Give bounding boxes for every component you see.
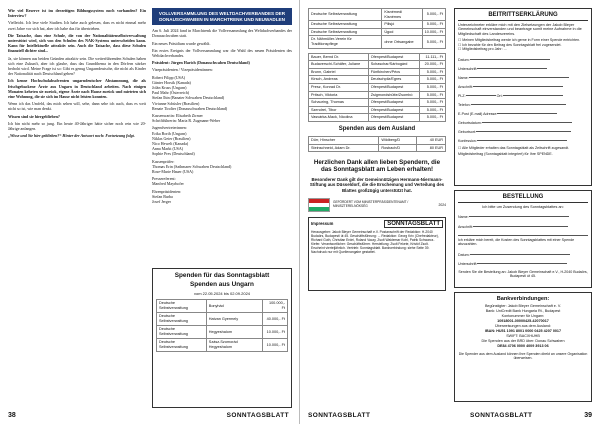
- table-row: Kirsch, Andreas Deutschpilz/Egres 5.000,- Ft: [309, 76, 446, 84]
- vb-president: Präsident: Jürgen Harich (Donauschwaben Deutschland): [152, 60, 250, 66]
- impressum-label: Impressum: [311, 221, 334, 227]
- footer-name: SONNTAGSBLATT: [226, 412, 289, 419]
- bank-footer: Die Spender aus dem Ausland können Ihre Spenden direkt an unsere Organisation überweisen.: [458, 352, 588, 361]
- flag-icon: [308, 198, 330, 212]
- thanks-subtext: Besonderer Dank gilt der Gemeinnützigen Hermann-Niermann-Stiftung aus Düsseldorf, die die Erscheinung und Verteilung des Blattes großzügig unterstützt hat.: [309, 177, 445, 193]
- form-field[interactable]: PLZ: Ort:: [458, 90, 588, 99]
- interview-column: [8, 8, 146, 403]
- list-item: Paul Mahr (Österreich): [152, 90, 190, 96]
- beitritt-option[interactable]: ☐ Ich bezahle für den Beitrag des Sonntagsblatt frei zugesendet.: [458, 42, 562, 47]
- funding-year: 2024: [438, 202, 446, 207]
- form-field[interactable]: Geburtsdatum:: [458, 117, 588, 126]
- form-field[interactable]: E-Post (E-mail) Adresse:: [458, 108, 588, 117]
- table-row: Dr. Nähmüller-Verein für Traditionspflege ohne Ortsangabe 5.000,- Ft: [309, 36, 446, 48]
- interview-end: „Wisse und Sie hier geblieben?“ Hinter der Antwort noch: Fortsetzung folgt.: [8, 133, 135, 139]
- table-row: Deutsche Selbstverwaltung Szász-Szomorád Hegyeshalom 10.000,- Ft: [157, 339, 288, 352]
- bank-box: [454, 292, 592, 402]
- vb-secretary: Schriftführerin: Maria R. Zugmann-Weber: [152, 118, 221, 124]
- bank-line: 10918001-00000425-42070017: [497, 319, 549, 323]
- beitritt-option[interactable]: ☐ Mitgliedsbeitrag pro Jahr: ...: [458, 47, 507, 52]
- table-row: Pritsch, Viktoria Zsigmondshütte/Zsombó 5.000,- Ft: [309, 91, 446, 99]
- bank-line: Kontonummer für Ungarn:: [501, 314, 545, 318]
- list-item: Renate Tirolter (Donauschwaben Deutschland): [152, 105, 228, 111]
- table-row: Schauring, Thomas Ofenpest/Budapest 5.000,- Ft: [309, 99, 446, 107]
- form-field[interactable]: Geburtsort:: [458, 126, 588, 135]
- impressum-box: [308, 217, 446, 291]
- bank-title: Bankverbindungen:: [496, 296, 550, 302]
- bestellung-send: Senden Sie die Bestellung an: Jakob Bleyer Gemeinschaft e.V., H-2040 Budaörs, Budapesti út 45.: [458, 269, 588, 279]
- list-item: Nico Hewelt (Kanada): [152, 141, 189, 147]
- bank-line: SWIFT: BACXHUHB: [506, 334, 540, 338]
- table-row: Brunn, Gabriel Fünfkirchen/Pécs 5.000,- Ft: [309, 68, 446, 76]
- bank-line: IBAN: HU51 1091 8001 0000 0425 4207 0017: [484, 329, 562, 333]
- spenden-table: [156, 299, 288, 352]
- list-item: Robert Filipp (USA): [152, 74, 186, 80]
- list-item: Jolán Kruss (Ungarn): [152, 85, 187, 91]
- vb-paragraph: Ein neues Präsidium wurde gewählt.: [152, 40, 211, 46]
- table-row: Steinschneid, Adam Dr. Rosbach/D 80 EUR: [309, 144, 446, 152]
- table-row: Szendrei, Tibor Ofenpest/Budapest 5.000,- Ft: [309, 106, 446, 114]
- beitritt-box: [454, 8, 592, 186]
- interview-answer: Ich bin nicht mehr so jung. Ein heute 40-Jähriger hätte sicher noch rein wie 20-Jährige anfangen.: [8, 120, 146, 132]
- list-item: Anna Markt (USA): [152, 146, 184, 152]
- funding-logo: [308, 197, 446, 213]
- list-item: Vivianne Schüsler (Brasilien): [152, 100, 200, 106]
- interview-question: Wissen sind sie hiergeblieben?: [8, 113, 60, 119]
- ausland-table: [308, 136, 446, 152]
- page-number: 39: [584, 412, 592, 419]
- bank-line: Begünstigter: Jakob Bleyer Gemeinschaft e. V.: [484, 304, 562, 308]
- interview-heading: Wie viel Reserve ist im derzeitigen Bildungssystem noch vorhanden? Ein Interview?: [8, 8, 146, 19]
- vb-press-title: Pressereferent:: [152, 176, 176, 182]
- table-row: Presz, Konrad Dr. Ofenpest/Budapest 5.000,- Ft: [309, 83, 446, 91]
- ausland-title: Spenden aus dem Ausland: [338, 125, 416, 132]
- impressum-logo: SONNTAGSBLATT: [384, 220, 443, 228]
- form-field[interactable]: Anschrift:: [458, 221, 588, 230]
- list-item: Rose-Marie Hauer (USA): [152, 169, 194, 175]
- bestellung-title: BESTELLUNG: [502, 194, 544, 200]
- weltdachverband-title: VOLLVERSAMMLUNG DES WELTDACHVERBANDES DER DONAUSCHWABEN IN MARCHTRENK UND NEUWADLEN: [152, 8, 292, 25]
- vb-treasurer: Kassenwartin: Elisabeth Zirmer: [152, 113, 203, 119]
- bank-line: DE84 4706 0000 4009 3913 06: [497, 344, 549, 348]
- beitritt-title: BEITRITTSERKLÄRUNG: [488, 12, 558, 18]
- bank-line: Die Spenden aus der BRD über: Donau Schwaben: [481, 339, 565, 343]
- beitritt-fee: Mitgliedsbeitrag (Sonntagsblatt integriert) für Ihre SPENDE.: [458, 152, 553, 156]
- interview-paragraph: Ich kenne Hochschulabsolventen ungarndeutscher Abstammung, die als frischgebackene Ärzte aus Ungarn in Deutschland arbeiten. Nach einigen Monaten kehrten sie zurück, eigene Ärzte nach Hause zurück und mieteten sich eine Wohnung, die sie sich im Hause nicht leisten konnten.: [8, 78, 146, 100]
- table-row: Budaverschi-Schäfer, Juliane Schaschar/Sárbogárd 20.000,- Ft: [309, 61, 446, 69]
- form-field[interactable]: Name:: [458, 72, 588, 81]
- table-row: Deutsche Selbstverwaltung Úgod 10.000,- Ft: [309, 28, 446, 36]
- vb-press: Manfred Mayrhofer: [152, 181, 184, 187]
- bank-line: Bank: UniCredit Bank Hungaria Rt., Budapest: [485, 309, 561, 313]
- interview-paragraph: Ja, sie können aus beiden Gründen attraktiv sein. Die weiterführenden Schulen haben sich eine Zukunft, aber ich glaube, dass das Grundthema in den Dörfern stärker bedroht wird. Meine Frage ist so: Gibt es genug Ungarndeutsche, die nicht als Kinder der Nationalität nach Deutschland gehen?: [8, 55, 146, 77]
- form-field[interactable]: Telefon:: [458, 99, 588, 108]
- donations-table: [308, 8, 446, 49]
- list-item: Erika Borth (Ungarn): [152, 130, 187, 136]
- form-field[interactable]: Unterschrift:: [458, 63, 588, 72]
- table-row: Deutsche Selbstverwaltung Hatvan Gyermely 40.000,- Ft: [157, 313, 288, 326]
- form-field[interactable]: Anschrift:: [458, 81, 588, 90]
- funding-text: GEFÖRDERT VOM MINISTERPRÄSIDENTENAMT / MINISZTERELNÖKSÉG: [333, 199, 409, 208]
- spenden-title: Spenden für das Sonntagsblatt: [174, 272, 270, 279]
- list-item: Günter Horsik (Kanada): [152, 79, 191, 85]
- list-item: Stefan Ihin (Banater Schwaben Deutschland): [152, 95, 225, 101]
- table-row: Bauer, Bernd Dr. Ofenpest/Budapest 11.111,- Ft: [309, 53, 446, 61]
- interview-paragraph: Vielleicht. Ich lese viele Studien. Ich habe auch gelesen, dass es nicht einmal mehr zwei Jahre vor sich hat, aber ich habe das für übertrieben.: [8, 20, 146, 31]
- list-item: Thomas Erin (Sathmarer Schwaben Deutschland): [152, 163, 232, 169]
- thanks-heading: Herzlichen Dank allen lieben Spendern, die das Sonntagsblatt am Leben erhalten!: [313, 159, 441, 174]
- form-field[interactable]: Name:: [458, 211, 588, 220]
- vb-paragraph: Ein erstes Ereignis der Vollversammlung war die Wahl des neuen Präsidenten des Weltdachverbandes.: [152, 47, 292, 58]
- impressum-text: Herausgeber: Jakob Bleyer Gemeinschaft e.V. Postanschrift der Redaktion: H-2040 Budaörs, Budapesti út 45. Geschäftsführung: ... Redaktion: Georg Krix (Chefredakteur), Richard Guth, Christian Erdei, Roland Vaczy, Zsolt Waldemar Kohl, Patrik Schwarcz-Kiefer. Verantwortlicher: Geschäftsführer. Herstellung: Zsolt Fekete, Kristóf Zsolt. Erscheint vierteljährlich. Vertrieb: Sonntagsblatt. Bankverbindung: siehe Seite 39. Nachdruck nur mit Quellenangabe gestattet.: [311, 229, 439, 254]
- form-field[interactable]: Datum:: [458, 249, 588, 258]
- interview-paragraph: Die Tatsache, dass eine Schule, die von der Nationalitätenselbstverwaltung unterstützt wird, sich von den Schulen des NAK-Systems unterscheiden kann. Kann für Intellektuelle attraktiv sein. Auch die Tatsache, dass diese Schulen finanziell dichter sind...: [8, 32, 146, 54]
- form-field[interactable]: Datum:: [458, 54, 588, 63]
- page-number: 38: [8, 412, 16, 419]
- vb-youth-title: Jugendvertreterinnen:: [152, 125, 187, 131]
- list-item: Niklas Geier (Brasilien): [152, 135, 191, 141]
- bestellung-after: Ich erkläre mich bereit, die Kosten des Sonntagsblattes mit einer Spende abzuzahlen.: [458, 238, 575, 247]
- forms-column: [454, 8, 592, 402]
- bestellung-text: Ich bitte um Zusendung des Sonntagsblattes an:: [482, 204, 564, 209]
- persons-table: [308, 53, 446, 122]
- form-field[interactable]: Konfession:: [458, 135, 588, 144]
- bestellung-box: [454, 190, 592, 288]
- table-row: Deutsche Selbstverwaltung Bonyhád 100.000,- Ft: [157, 300, 288, 313]
- table-row: Deutsche Selbstverwaltung Pilisjó 5.000,- Ft: [309, 21, 446, 29]
- vb-auditors-title: Kassenprüfer:: [152, 158, 175, 164]
- form-field[interactable]: Unterschrift:: [458, 258, 588, 267]
- table-row: Vasvárka-Mack, Nicolina Ofenpest/Budapest 5.000,- Ft: [309, 114, 446, 122]
- spenden-subtitle: Spenden aus Ungarn: [190, 281, 254, 288]
- list-item: Stefan Barba: [152, 193, 173, 199]
- spenden-box: [152, 268, 292, 408]
- page-39: [300, 0, 600, 424]
- bank-line: Überweisungen aus dem Ausland:: [495, 324, 551, 328]
- table-row: Deutsche Selbstverwaltung Kisnémedi Kisnémes 5.000,- Ft: [309, 9, 446, 21]
- footer-name: SONNTAGSBLATT: [308, 412, 371, 419]
- list-item: Josef Jerger: [152, 199, 171, 205]
- beitritt-text: Unterzeichneter erkläre mich mit den Zielsetzungen der Jakob Bleyer Gemeinschaft einverstanden und beantrage somit meine Aufnahme in die Mitgliedschaft des Landesvereins.: [458, 22, 582, 36]
- beitritt-option[interactable]: ☐ Meinen Mitgliedsbeitrag werde ich gerne in Form einer Spende entrichten.: [458, 38, 581, 43]
- table-row: Deutsche Selbstverwaltung Hegyeshalom 10.000,- Ft: [157, 326, 288, 339]
- footer-name: SONNTAGSBLATT: [470, 412, 533, 419]
- beitritt-note[interactable]: ☐ Alle Mitglieder erhalten das Sonntagsblatt als Zeitschrift zugesandt.: [458, 145, 570, 150]
- vb-list-title: Vizepräsidenten / Vizepräsidentinnen:: [152, 67, 213, 73]
- weltdachverband-column: [152, 8, 292, 266]
- interview-paragraph: Wenn ich das Umfeld, das mich sehen will, sehe, dann sehe ich auch, dass es weit nicht so ist, wie man denkt.: [8, 101, 146, 112]
- spenden-period: vom 22.05.2024 bis 02.09.2024: [193, 291, 251, 296]
- table-row: Dürr, Hinscher Wildberg/D 40 EUR: [309, 136, 446, 144]
- vb-honor-title: Ehrenpräsidenten:: [152, 188, 182, 194]
- list-item: Sophie Pres (Deutschland): [152, 151, 195, 157]
- vb-paragraph: Am 6. Juli 2024 fand in Marchtrenk die Vollversammlung des Weltdachverbandes der Donauschwaben statt.: [152, 28, 292, 39]
- donations-continued: [308, 8, 446, 291]
